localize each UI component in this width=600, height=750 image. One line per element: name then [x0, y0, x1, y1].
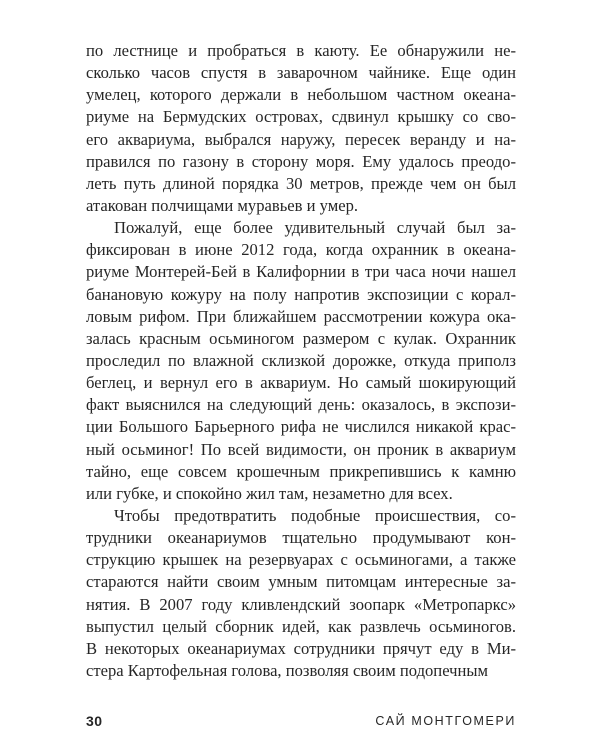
- text-line: факт выяснился на следующий день: оказалось, в экспози-: [86, 395, 516, 415]
- body-text: [86, 40, 516, 682]
- text-line: фиксирован в июне 2012 года, когда охранник в океана-: [86, 240, 516, 260]
- text-line: по лестнице и пробраться в каюту. Ее обнаружили не-: [86, 41, 516, 60]
- page-number: 30: [86, 713, 103, 729]
- text-line: проследил по влажной склизкой дорожке, откуда приполз: [86, 350, 516, 370]
- text-line: банановую кожуру на полу напротив экспозиции с корал-: [86, 284, 516, 304]
- text-line: тайно, еще совсем крошечным прикрепившись к камню: [86, 461, 516, 481]
- text-line: нятия. В 2007 году кливлендский зоопарк «Метропаркс»: [86, 594, 516, 614]
- text-line: залась красным осьминогом размером с кулак. Охранник: [86, 328, 516, 348]
- text-line: ный осьминог! По всей видимости, он проник в аквариум: [86, 439, 516, 459]
- paragraph: [86, 217, 516, 505]
- text-line: В некоторых океанариумах сотрудники прячут еду в Ми-: [86, 638, 516, 658]
- text-line: ции Большого Барьерного рифа не числился никакой крас-: [86, 417, 516, 437]
- text-line: леть путь длиной порядка 30 метров, прежде чем он был: [86, 173, 516, 193]
- text-line: Пожалуй, еще более удивительный случай был за-: [114, 218, 516, 238]
- text-line: сколько часов спустя в заварочном чайнике. Еще один: [86, 63, 516, 83]
- text-line: умелец, которого держали в небольшом частном океана-: [86, 85, 516, 105]
- paragraph: [86, 40, 516, 217]
- text-line: стараются найти своим умным питомцам интересные за-: [86, 572, 516, 592]
- text-line: стера Картофельная голова, позволяя своим подопечным: [86, 660, 489, 680]
- paragraph: [86, 505, 516, 682]
- page-footer: [86, 713, 516, 733]
- text-line: или губке, и спокойно жил там, незаметно для всех.: [86, 483, 453, 503]
- text-line: его аквариума, выбрался наружу, пересек веранду и на-: [86, 129, 516, 149]
- text-line: беглец, и вернул его в аквариум. Но самый шокирующий: [86, 373, 516, 393]
- text-line: Чтобы предотвратить подобные происшествия, со-: [114, 505, 516, 525]
- running-head-author: САЙ МОНТГОМЕРИ: [375, 714, 516, 728]
- text-line: трудники океанариумов тщательно продумывают кон-: [86, 528, 516, 548]
- text-line: атакован полчищами муравьев и умер.: [86, 195, 359, 215]
- text-line: струкцию крышек на резервуарах с осьминогами, а также: [86, 550, 516, 570]
- text-line: риуме Монтерей-Бей в Калифорнии в три часа ночи нашел: [86, 262, 516, 282]
- text-line: ловым рифом. При ближайшем рассмотрении кожура ока-: [86, 306, 516, 326]
- text-line: выпустил целый сборник идей, как развлечь осьминогов.: [86, 616, 516, 636]
- text-line: правился по газону в сторону моря. Ему удалось преодо-: [86, 151, 516, 171]
- text-line: риуме на Бермудских островах, сдвинул крышку со сво-: [86, 107, 516, 127]
